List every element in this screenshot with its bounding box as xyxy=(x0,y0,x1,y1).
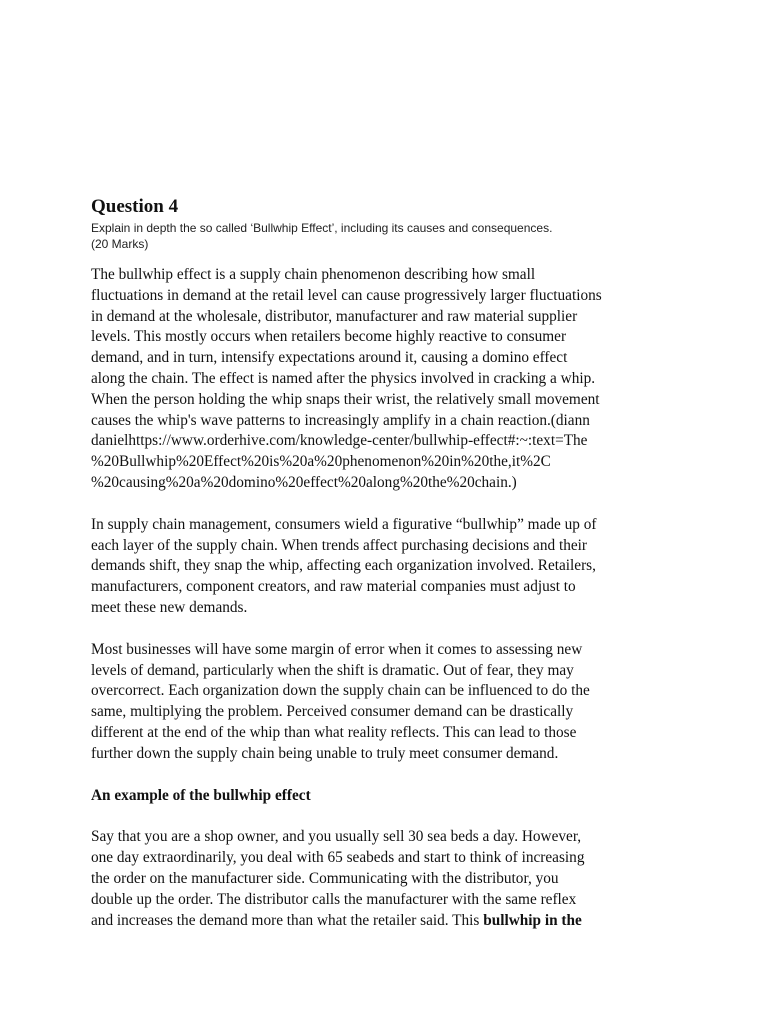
text-line: the order on the manufacturer side. Communicating with the distributor, you xyxy=(91,869,559,887)
text-line: overcorrect. Each organization down the supply chain can be influenced to do the xyxy=(91,682,590,700)
answer-paragraph-4 xyxy=(91,827,691,931)
text-line: same, multiplying the problem. Perceived consumer demand can be drastically xyxy=(91,703,574,721)
citation-line: %20causing%20a%20domino%20effect%20along%20the%20chain.) xyxy=(91,473,517,491)
citation-line: %20Bullwhip%20Effect%20is%20a%20phenomenon%20in%20the,it%2C xyxy=(91,453,551,471)
text-line: levels. This mostly occurs when retailers become highly reactive to consumer xyxy=(91,328,567,346)
text-line: demand, and in turn, intensify expectations around it, causing a domino effect xyxy=(91,349,568,367)
text-line: levels of demand, particularly when the shift is dramatic. Out of fear, they may xyxy=(91,661,574,679)
answer-paragraph-3 xyxy=(91,640,691,765)
text-line: causes the whip's wave patterns to increasingly amplify in a chain reaction.(diann xyxy=(91,411,590,429)
text-line: meet these new demands. xyxy=(91,598,248,616)
text-line: manufacturers, component creators, and raw material companies must adjust to xyxy=(91,578,576,596)
text-line: each layer of the supply chain. When trends affect purchasing decisions and their xyxy=(91,536,587,554)
text-line: Say that you are a shop owner, and you usually sell 30 sea beds a day. However, xyxy=(91,828,582,846)
citation-line: danielhttps://www.orderhive.com/knowledge-center/bullwhip-effect#:~:text=The xyxy=(91,432,588,450)
text-line: demands shift, they snap the whip, affecting each organization involved. Retailers, xyxy=(91,557,596,575)
text-segment: and increases the demand more than what the retailer said. This xyxy=(91,911,484,929)
text-line-mixed xyxy=(91,911,691,932)
question-title: Question 4 xyxy=(91,196,179,217)
example-heading: An example of the bullwhip effect xyxy=(91,786,311,804)
document-body xyxy=(91,195,691,931)
text-line: double up the order. The distributor calls the manufacturer with the same reflex xyxy=(91,890,577,908)
text-line: When the person holding the whip snaps their wrist, the relatively small movement xyxy=(91,390,600,408)
text-line: In supply chain management, consumers wield a figurative “bullwhip” made up of xyxy=(91,515,597,533)
answer-paragraph-1 xyxy=(91,265,691,494)
answer-paragraph-2 xyxy=(91,515,691,619)
text-line: in demand at the wholesale, distributor, manufacturer and raw material supplier xyxy=(91,307,578,325)
text-line: one day extraordinarily, you deal with 65 seabeds and start to think of increasing xyxy=(91,849,585,867)
text-line: along the chain. The effect is named after the physics involved in cracking a whip. xyxy=(91,369,596,387)
text-line: fluctuations in demand at the retail level can cause progressively larger fluctuations xyxy=(91,286,602,304)
text-line: The bullwhip effect is a supply chain phenomenon describing how small xyxy=(91,266,536,283)
text-line: different at the end of the whip than what reality reflects. This can lead to those xyxy=(91,723,577,741)
text-line: further down the supply chain being unable to truly meet consumer demand. xyxy=(91,744,559,762)
bold-text-segment: bullwhip in the xyxy=(483,911,582,929)
question-marks: (20 Marks) xyxy=(91,237,149,251)
text-line: Most businesses will have some margin of error when it comes to assessing new xyxy=(91,640,583,658)
question-prompt: Explain in depth the so called ‘Bullwhip Effect’, including its causes and consequences. xyxy=(91,221,553,235)
